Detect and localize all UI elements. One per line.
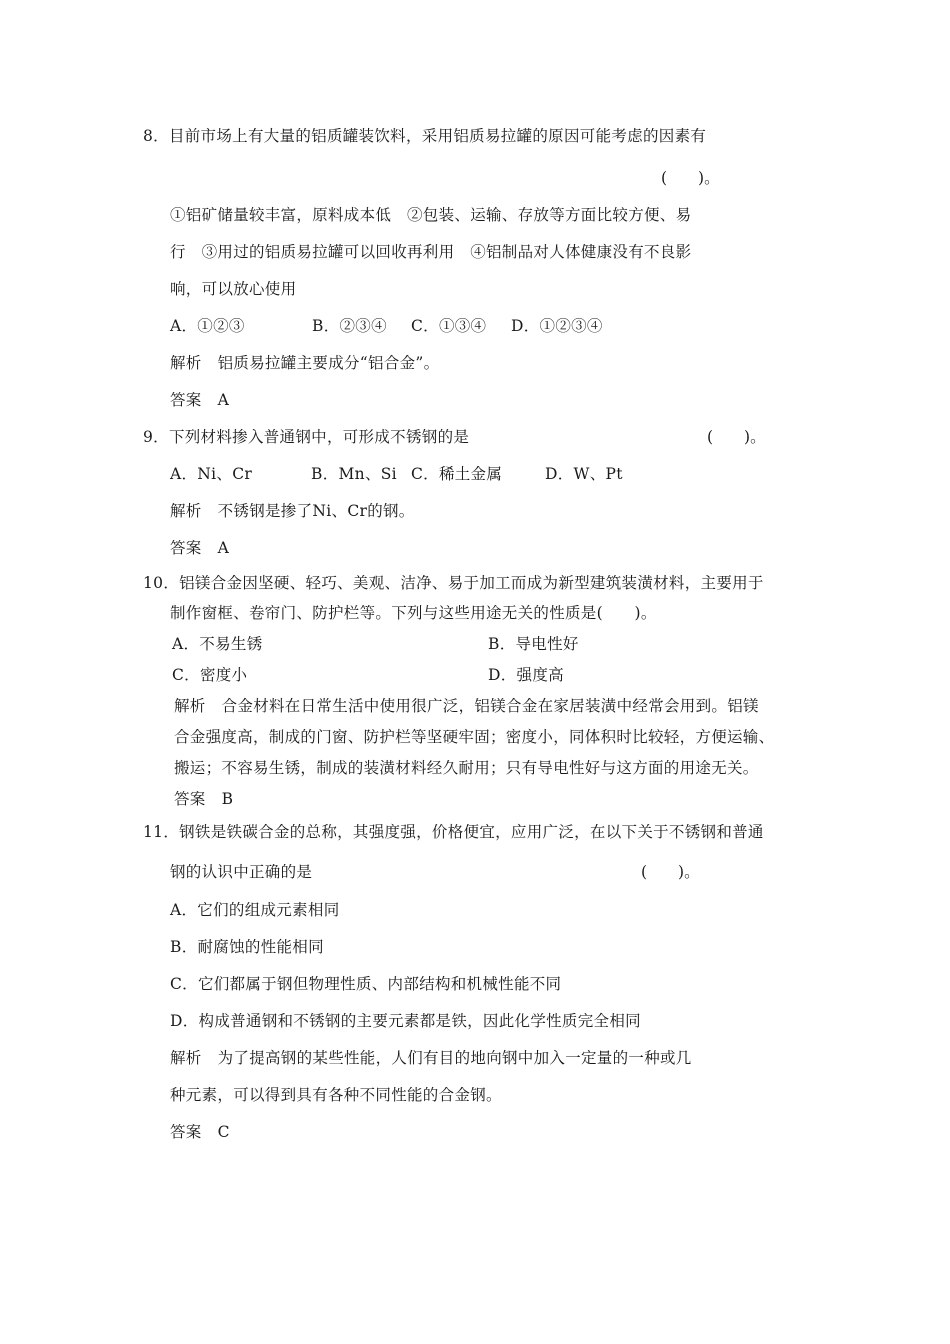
q11-stem-line-1: 11．钢铁是铁碳合金的总称，其强度强，价格便宜，应用广泛，在以下关于不锈钢和普通 [143, 823, 764, 841]
q9-stem: 9．下列材料掺入普通钢中，可形成不锈钢的是 [143, 428, 470, 446]
q10-analysis-line-2: 合金强度高，制成的门窗、防护栏等坚硬牢固；密度小，同体积时比较轻，方便运输、 [174, 728, 775, 746]
q11-option-d: D．构成普通钢和不锈钢的主要元素都是铁，因此化学性质完全相同 [170, 1012, 641, 1030]
q9-option-a: A．Ni、Cr [170, 465, 253, 483]
analysis-text: 不锈钢是掺了Ni、Cr的钢。 [217, 502, 415, 520]
analysis-text: 合金材料在日常生活中使用很广泛，铝镁合金在家居装潢中经常会用到。铝镁 [221, 697, 759, 715]
q9-option-d: D．W、Pt [545, 465, 623, 483]
q10-analysis-line-3: 搬运；不容易生锈，制成的装潢材料经久耐用；只有导电性好与这方面的用途无关。 [174, 759, 759, 777]
q9-option-c: C．稀土金属 [411, 465, 503, 483]
answer-label: 答案 [174, 790, 206, 808]
q11-analysis-line-1 [170, 1048, 692, 1068]
q10-option-b: B．导电性好 [488, 635, 579, 653]
q10-option-c: C．密度小 [172, 666, 248, 684]
q10-option-a: A．不易生锈 [172, 635, 263, 653]
q11-option-b: B．耐腐蚀的性能相同 [170, 938, 324, 956]
q8-answer-bracket: ( )。 [661, 169, 720, 187]
answer-label: 答案 [170, 539, 202, 557]
analysis-text: 铝质易拉罐主要成分“铝合金”。 [217, 354, 440, 372]
q9-answer-bracket: ( )。 [707, 428, 766, 446]
q11-analysis-line-2: 种元素，可以得到具有各种不同性能的合金钢。 [170, 1086, 502, 1104]
answer-label: 答案 [170, 1123, 202, 1141]
q11-stem-line-2: 钢的认识中正确的是 [170, 863, 313, 881]
q10-stem-line-1: 10．铝镁合金因坚硬、轻巧、美观、洁净、易于加工而成为新型建筑装潢材料，主要用于 [143, 574, 764, 592]
q11-answer [170, 1122, 230, 1142]
q8-answer [170, 390, 229, 410]
q8-statement-line-2: 行 ③用过的铝质易拉罐可以回收再利用 ④铝制品对人体健康没有不良影 [170, 243, 692, 261]
q8-analysis [170, 353, 439, 373]
q8-stem: 8．目前市场上有大量的铝质罐装饮料，采用铝质易拉罐的原因可能考虑的因素有 [143, 127, 707, 145]
answer-label: 答案 [170, 391, 202, 409]
analysis-label: 解析 [170, 1049, 202, 1067]
q8-option-d: D．①②③④ [511, 317, 603, 335]
answer-value: C [217, 1123, 230, 1141]
q9-answer [170, 538, 229, 558]
q9-option-b: B．Mn、Si [311, 465, 397, 483]
q10-analysis-line-1 [174, 696, 759, 716]
answer-value: A [217, 391, 230, 409]
answer-value: A [217, 539, 230, 557]
analysis-label: 解析 [170, 502, 202, 520]
q8-option-b: B．②③④ [312, 317, 387, 335]
q10-stem-line-2: 制作窗框、卷帘门、防护栏等。下列与这些用途无关的性质是( )。 [170, 604, 657, 622]
q8-statement-line-1: ①铝矿储量较丰富，原料成本低 ②包装、运输、存放等方面比较方便、易 [170, 206, 692, 224]
analysis-label: 解析 [170, 354, 202, 372]
q10-answer [174, 789, 233, 809]
q11-option-c: C．它们都属于钢但物理性质、内部结构和机械性能不同 [170, 975, 562, 993]
analysis-text: 为了提高钢的某些性能，人们有目的地向钢中加入一定量的一种或几 [217, 1049, 692, 1067]
q11-option-a: A．它们的组成元素相同 [170, 901, 340, 919]
q9-analysis [170, 501, 415, 521]
q8-option-a: A．①②③ [170, 317, 245, 335]
q8-statement-line-3: 响，可以放心使用 [170, 280, 297, 298]
analysis-label: 解析 [174, 697, 206, 715]
q8-option-c: C．①③④ [411, 317, 487, 335]
q10-option-d: D．强度高 [488, 666, 564, 684]
q11-answer-bracket: ( )。 [641, 863, 700, 881]
answer-value: B [221, 790, 234, 808]
